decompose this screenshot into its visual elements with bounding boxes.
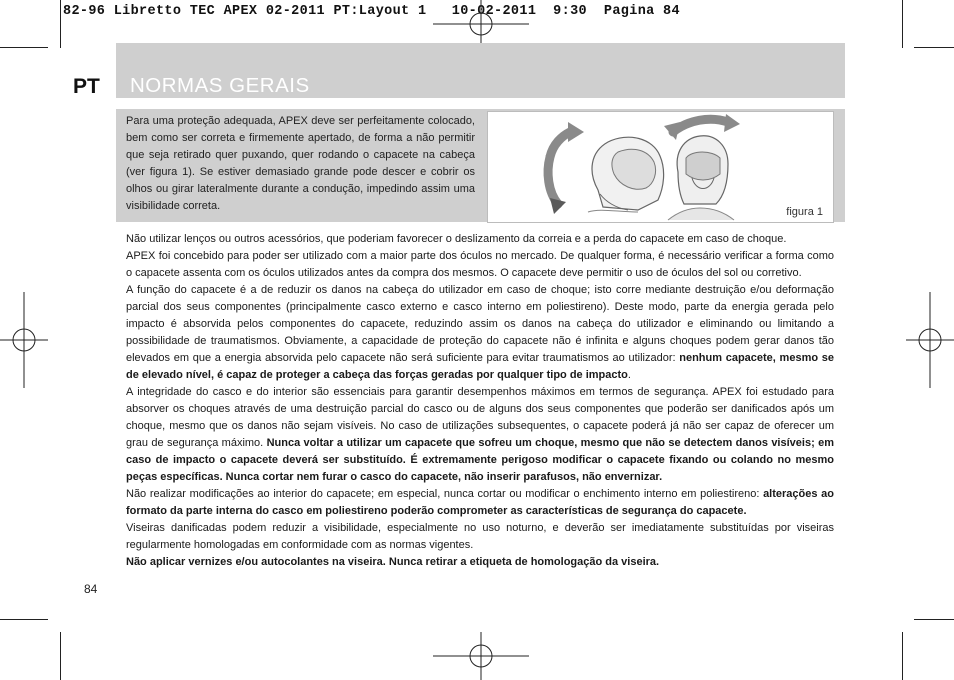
function-end: . bbox=[627, 369, 631, 381]
intro-paragraph: Para uma proteção adequada, APEX deve ser perfeitamente colocado, bem como ser correta e firmemente apertado, de forma a não permitir que seja retirado quer puxando, quer rodando o capacete na cabeça (ver figura 1). Se estiver demasiado grande pode descer e cobrir os olhos ou girar lateralmente durante a condução, impedindo assim uma visibilidade correta. bbox=[126, 115, 475, 212]
crop-mark-top-right-v bbox=[902, 0, 903, 48]
crop-mark-bottom-left-h bbox=[0, 619, 48, 620]
page-number: 84 bbox=[84, 582, 98, 596]
figure-1 bbox=[487, 111, 834, 223]
crop-mark-bottom-left-v bbox=[60, 632, 61, 680]
registration-mark-right-icon bbox=[906, 292, 954, 388]
registration-mark-top-icon bbox=[433, 0, 529, 48]
registration-mark-bottom-icon bbox=[433, 632, 529, 680]
paragraph-function bbox=[126, 282, 834, 384]
paragraph-modifications bbox=[126, 486, 834, 520]
integrity-warning: Nunca voltar a utilizar um capacete que sofreu um choque, mesmo que não se detectem danos visíveis; em caso de impacto o capacete deverá ser substituído. É extremamente perigoso modificar o capacete fixando ou colando no mesmo peças específicas. Nunca cortar nem furar o casco do capacete, não inserir parafusos, não envernizar. bbox=[126, 437, 834, 483]
section-title: NORMAS GERAIS bbox=[130, 74, 310, 97]
crop-mark-bottom-right-v bbox=[902, 632, 903, 680]
paragraph-visor-warning bbox=[126, 554, 834, 571]
paragraph-visors: Viseiras danificadas podem reduzir a visibilidade, especialmente no uso noturno, e deverão ser imediatamente substituídas por viseiras regularmente homologadas em conformidade com as normas vigentes. bbox=[126, 522, 834, 551]
visor-warning: Não aplicar vernizes e/ou autocolantes na viseira. Nunca retirar a etiqueta de homologação da viseira. bbox=[126, 556, 660, 568]
registration-mark-left-icon bbox=[0, 292, 48, 388]
integrity-text: A integridade do casco e do interior são essenciais para garantir desempenhos máximos em termos de segurança. APEX foi estudado para absorver os choques através de uma destruição parcial do casco ou de alguns dos seus componentes que poderão ser danificados após um choque, mesmo que os danos não sejam visíveis. No caso de utilizações subsequentes, o capacete poderá já não ser capaz de oferecer um grau de segurança máximo. bbox=[126, 386, 834, 449]
helmet-fit-illustration bbox=[488, 112, 833, 222]
body-text bbox=[126, 231, 834, 571]
front-helmet-illustration bbox=[664, 114, 740, 220]
paragraph-glasses: APEX foi concebido para poder ser utilizado com a maior parte dos óculos no mercado. De qualquer forma, é necessário verificar a forma como o capacete assenta com os óculos utilizados antes da compra dos mesmos. O capacete deve permitir o uso de óculos del sol ou corretivo. bbox=[126, 250, 834, 279]
paragraph-accessories: Não utilizar lenços ou outros acessórios, que poderiam favorecer o deslizamento da correia e a perda do capacete em caso de choque. bbox=[126, 233, 787, 245]
language-code: PT bbox=[73, 75, 100, 98]
function-text: A função do capacete é a de reduzir os danos na cabeça do utilizador em caso de choque; isto corre mediante destruição e/ou deformação parcial dos seus componentes (principalmente casco externo e casco interno em poliestireno). Deste modo, parte da energia gerada pelo impacto é absorvida pelos componentes do capacete, reduzindo assim os danos na cabeça do utilizador e eliminando ou limitando a possibilidade de traumatismos. Obviamente, a capacidade de proteção do capacete não é infinita e alguns choques podem gerar danos tão elevados em que a energia absorvida pelo capacete não será suficiente para evitar traumatismos ao utilizador: bbox=[126, 284, 834, 364]
printer-slug: 82-96 Libretto TEC APEX 02-2011 PT:Layout 1 10-02-2011 9:30 Pagina 84 bbox=[63, 4, 680, 19]
side-helmet-illustration bbox=[548, 122, 664, 214]
crop-mark-top-right-h bbox=[914, 47, 954, 48]
crop-mark-bottom-right-h bbox=[914, 619, 954, 620]
modifications-text: Não realizar modificações ao interior do capacete; em especial, nunca cortar ou modificar o enchimento interno em poliestireno: bbox=[126, 488, 764, 500]
figure-caption: figura 1 bbox=[786, 206, 823, 218]
function-warning: nenhum capacete, mesmo se de elevado nível, é capaz de proteger a cabeça das forças geradas por qualquer tipo de impacto bbox=[126, 352, 834, 381]
crop-mark-top-left-v bbox=[60, 0, 61, 48]
crop-mark-top-left-h bbox=[0, 47, 48, 48]
paragraph-integrity bbox=[126, 384, 834, 486]
modifications-warning: alterações ao formato da parte interna do casco em poliestireno poderão comprometer as características de segurança do capacete. bbox=[126, 488, 834, 517]
